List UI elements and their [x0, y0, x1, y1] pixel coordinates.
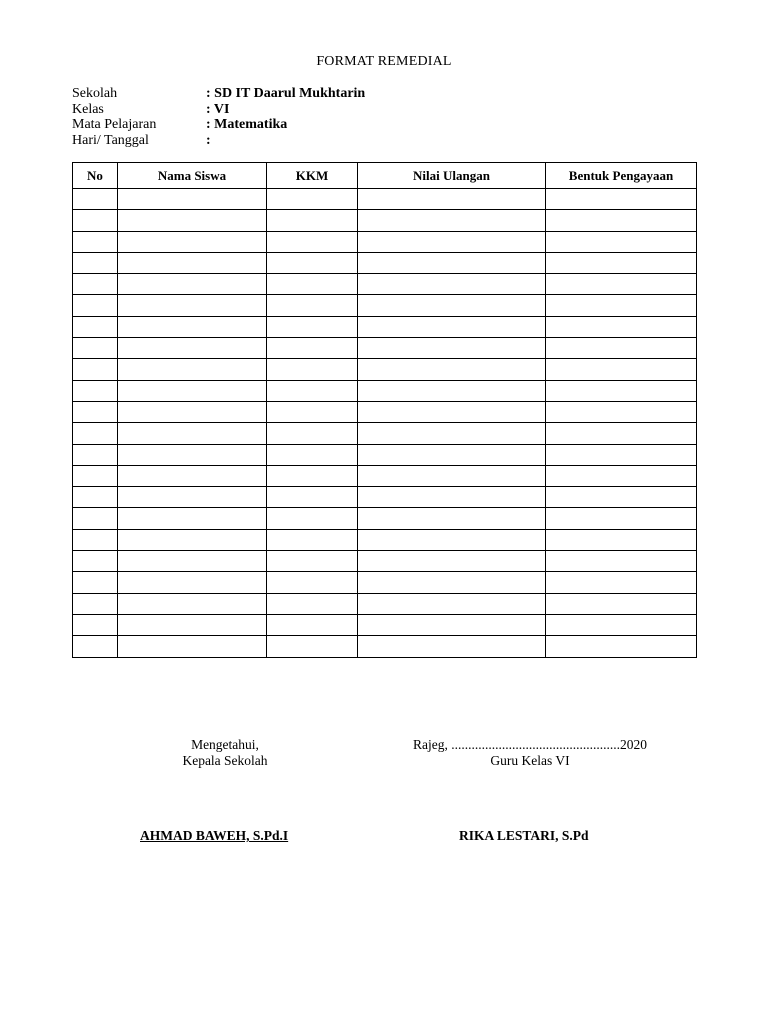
table-cell[interactable]: [118, 551, 267, 572]
table-header-row: [73, 163, 697, 189]
table-cell[interactable]: [73, 444, 118, 465]
table-row: [73, 614, 697, 635]
header-kkm: KKM: [267, 163, 358, 189]
table-cell[interactable]: [73, 338, 118, 359]
table-cell[interactable]: [546, 401, 697, 422]
table-cell[interactable]: [267, 252, 358, 273]
header-nilai-ulangan: Nilai Ulangan: [358, 163, 546, 189]
table-cell[interactable]: [118, 316, 267, 337]
table-cell[interactable]: [267, 338, 358, 359]
table-row: [73, 189, 697, 210]
table-cell[interactable]: [546, 295, 697, 316]
remedial-table: [72, 162, 697, 658]
table-row: [73, 487, 697, 508]
table-cell[interactable]: [118, 231, 267, 252]
table-row: [73, 338, 697, 359]
table-cell[interactable]: [118, 338, 267, 359]
table-row: [73, 444, 697, 465]
table-row: [73, 572, 697, 593]
table-row: [73, 295, 697, 316]
table-cell[interactable]: [267, 465, 358, 486]
table-cell[interactable]: [546, 529, 697, 550]
info-value: : Matematika: [206, 117, 288, 132]
info-row-mata-pelajaran: [72, 117, 365, 133]
table-cell[interactable]: [118, 380, 267, 401]
table-cell[interactable]: [118, 401, 267, 422]
table-cell[interactable]: [118, 444, 267, 465]
table-cell[interactable]: [118, 529, 267, 550]
table-cell[interactable]: [267, 572, 358, 593]
table-cell[interactable]: [73, 487, 118, 508]
table-cell[interactable]: [118, 508, 267, 529]
table-body: [73, 189, 697, 658]
table-cell[interactable]: [358, 189, 546, 210]
table-cell[interactable]: [546, 444, 697, 465]
header-nama-siswa: Nama Siswa: [118, 163, 267, 189]
table-cell[interactable]: [73, 465, 118, 486]
table-cell[interactable]: [73, 593, 118, 614]
table-cell[interactable]: [546, 231, 697, 252]
table-cell[interactable]: [267, 444, 358, 465]
table-cell[interactable]: [546, 487, 697, 508]
table-cell[interactable]: [267, 231, 358, 252]
table-cell[interactable]: [267, 529, 358, 550]
table-cell[interactable]: [267, 423, 358, 444]
table-cell[interactable]: [118, 636, 267, 657]
table-cell[interactable]: [118, 423, 267, 444]
table-cell[interactable]: [267, 359, 358, 380]
table-cell[interactable]: [267, 636, 358, 657]
table-cell[interactable]: [73, 295, 118, 316]
table-cell[interactable]: [546, 614, 697, 635]
table-cell[interactable]: [358, 529, 546, 550]
info-row-kelas: [72, 102, 365, 118]
table-cell[interactable]: [358, 614, 546, 635]
table-row: [73, 465, 697, 486]
table-cell[interactable]: [73, 572, 118, 593]
table-cell[interactable]: [546, 274, 697, 295]
signature-right-block: [370, 737, 690, 768]
table-cell[interactable]: [73, 636, 118, 657]
table-cell[interactable]: [358, 338, 546, 359]
table-cell[interactable]: [546, 380, 697, 401]
table-cell[interactable]: [118, 359, 267, 380]
table-row: [73, 551, 697, 572]
signature-right-line1: Rajeg, ..................................................2020: [413, 737, 647, 752]
table-row: [73, 636, 697, 657]
table-cell[interactable]: [118, 274, 267, 295]
table-cell[interactable]: [358, 231, 546, 252]
table-cell[interactable]: [267, 551, 358, 572]
signature-left-line2: Kepala Sekolah: [182, 752, 268, 768]
info-row-sekolah: [72, 86, 365, 102]
table-cell[interactable]: [546, 636, 697, 657]
table-cell[interactable]: [118, 295, 267, 316]
info-value: : VI: [206, 101, 230, 117]
table-cell[interactable]: [358, 316, 546, 337]
signature-left-line1: Mengetahui,: [191, 737, 259, 752]
table-cell[interactable]: [358, 359, 546, 380]
table-cell[interactable]: [267, 316, 358, 337]
table-cell[interactable]: [118, 614, 267, 635]
table-cell[interactable]: [73, 551, 118, 572]
table-cell[interactable]: [546, 551, 697, 572]
table-cell[interactable]: [267, 189, 358, 210]
table-row: [73, 316, 697, 337]
table-cell[interactable]: [358, 444, 546, 465]
info-block: [72, 86, 365, 148]
header-bentuk-pengayaan: Bentuk Pengayaan: [546, 163, 697, 189]
table-cell[interactable]: [73, 529, 118, 550]
table-cell[interactable]: [546, 572, 697, 593]
table-row: [73, 529, 697, 550]
header-no: No: [73, 163, 118, 189]
table-cell[interactable]: [267, 274, 358, 295]
table-row: [73, 380, 697, 401]
table-row: [73, 359, 697, 380]
table-cell[interactable]: [267, 295, 358, 316]
table-cell[interactable]: [73, 359, 118, 380]
table-cell[interactable]: [546, 465, 697, 486]
table-cell[interactable]: [118, 252, 267, 273]
table-cell[interactable]: [358, 551, 546, 572]
table-cell[interactable]: [73, 614, 118, 635]
table-cell[interactable]: [546, 189, 697, 210]
table-row: [73, 423, 697, 444]
table-cell[interactable]: [358, 274, 546, 295]
table-cell[interactable]: [118, 465, 267, 486]
table-cell[interactable]: [267, 487, 358, 508]
table-cell[interactable]: [267, 380, 358, 401]
table-cell[interactable]: [358, 593, 546, 614]
info-value: : SD IT Daarul Mukhtarin: [206, 86, 366, 101]
table-cell[interactable]: [73, 316, 118, 337]
table-cell[interactable]: [267, 593, 358, 614]
table-cell[interactable]: [546, 423, 697, 444]
info-label: Sekolah: [72, 86, 118, 101]
table-cell[interactable]: [358, 210, 546, 231]
table-cell[interactable]: [118, 189, 267, 210]
table-cell[interactable]: [546, 252, 697, 273]
document-title: FORMAT REMEDIAL: [316, 54, 452, 69]
info-label: Mata Pelajaran: [72, 117, 157, 132]
table-cell[interactable]: [73, 274, 118, 295]
table-cell[interactable]: [546, 508, 697, 529]
table-row: [73, 401, 697, 422]
table-cell[interactable]: [267, 614, 358, 635]
table-row: [73, 593, 697, 614]
table-cell[interactable]: [358, 465, 546, 486]
info-row-hari-tanggal: [72, 133, 365, 149]
table-cell[interactable]: [73, 401, 118, 422]
table-cell[interactable]: [358, 487, 546, 508]
table-cell[interactable]: [358, 401, 546, 422]
table-cell[interactable]: [358, 636, 546, 657]
table-cell[interactable]: [118, 593, 267, 614]
teacher-name: RIKA LESTARI, S.Pd: [459, 828, 589, 843]
info-label: Hari/ Tanggal: [72, 132, 149, 148]
table-cell[interactable]: [546, 210, 697, 231]
table-cell[interactable]: [358, 572, 546, 593]
table-cell[interactable]: [73, 380, 118, 401]
table-row: [73, 231, 697, 252]
table-cell[interactable]: [73, 189, 118, 210]
table-cell[interactable]: [118, 487, 267, 508]
table-cell[interactable]: [73, 210, 118, 231]
table-cell[interactable]: [358, 380, 546, 401]
table-cell[interactable]: [358, 423, 546, 444]
table-row: [73, 252, 697, 273]
table-cell[interactable]: [546, 593, 697, 614]
table-cell[interactable]: [267, 508, 358, 529]
table-cell[interactable]: [358, 252, 546, 273]
table-cell[interactable]: [546, 316, 697, 337]
table-cell[interactable]: [73, 231, 118, 252]
table-cell[interactable]: [546, 338, 697, 359]
table-cell[interactable]: [267, 401, 358, 422]
table-cell[interactable]: [73, 252, 118, 273]
principal-name: AHMAD BAWEH, S.Pd.I: [140, 828, 289, 843]
table-row: [73, 274, 697, 295]
info-value: :: [206, 132, 211, 148]
signature-left-block: [136, 737, 314, 768]
table-cell[interactable]: [267, 210, 358, 231]
table-cell[interactable]: [358, 508, 546, 529]
info-label: Kelas: [72, 101, 104, 117]
table-cell[interactable]: [358, 295, 546, 316]
table-row: [73, 508, 697, 529]
signature-right-line2: Guru Kelas VI: [490, 752, 570, 768]
table-cell[interactable]: [73, 508, 118, 529]
table-row: [73, 210, 697, 231]
table-cell[interactable]: [118, 210, 267, 231]
table-cell[interactable]: [546, 359, 697, 380]
table-cell[interactable]: [73, 423, 118, 444]
table-cell[interactable]: [118, 572, 267, 593]
